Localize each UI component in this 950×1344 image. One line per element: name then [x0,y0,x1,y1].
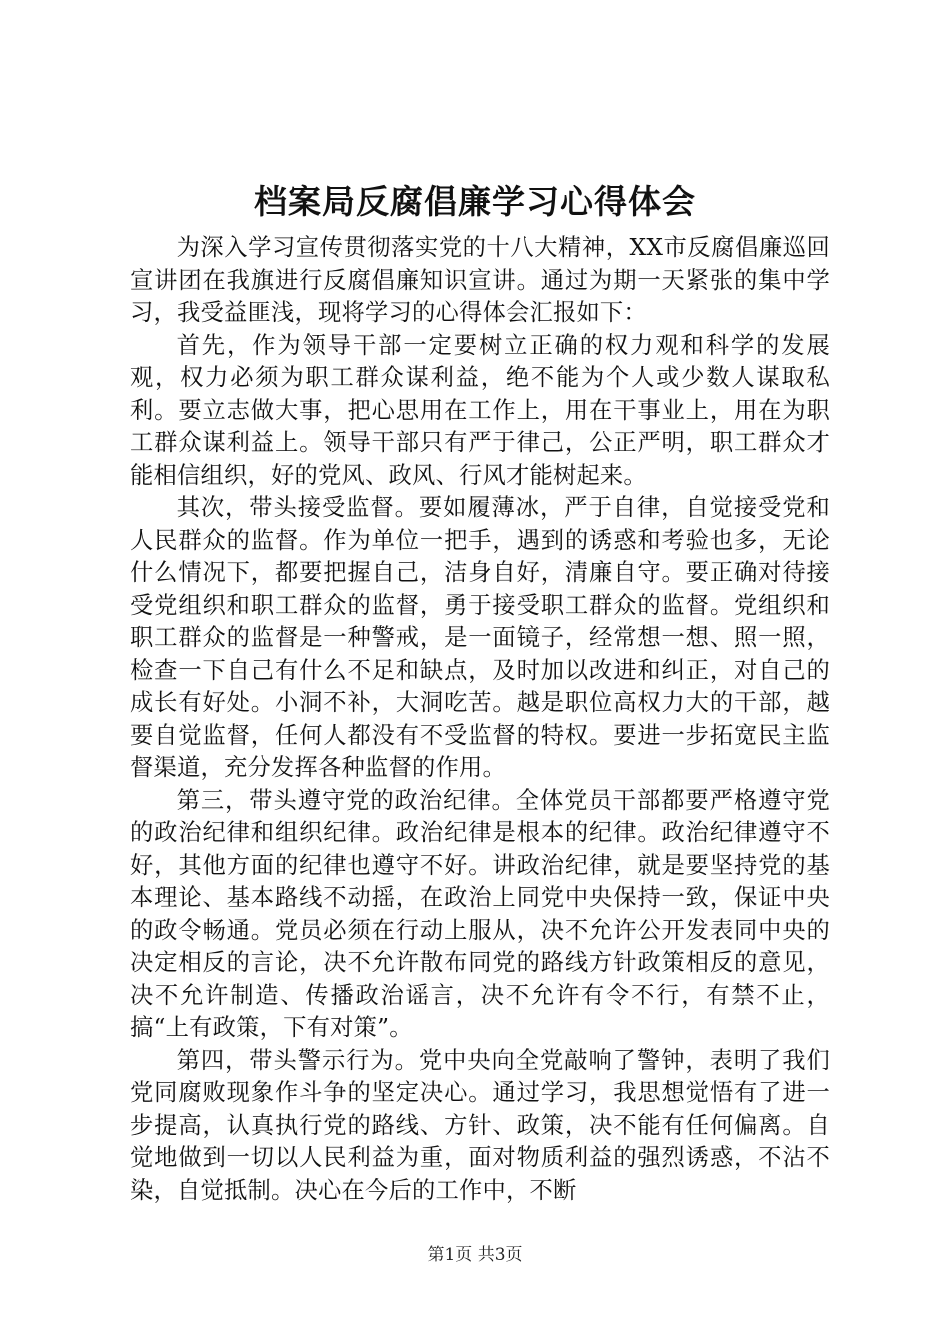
paragraph-third: 第三，带头遵守党的政治纪律。全体党员干部都要严格遵守党的政治纪律和组织纪律。政治纪律是根本的纪律。政治纪律遵守不好，其他方面的纪律也遵守不好。讲政治纪律，就是要坚持党的基本理论、基本路线不动摇，在政治上同党中央保持一致，保证中央的政令畅通。党员必须在行动上服从，决不允许公开发表同中央的决定相反的言论，决不允许散布同党的路线方针政策相反的意见，决不允许制造、传播政治谣言，决不允许有令不行，有禁不止，搞“上有政策，下有对策”。 [130,786,830,1041]
paragraph-fourth: 第四，带头警示行为。党中央向全党敲响了警钟，表明了我们党同腐败现象作斗争的坚定决心。通过学习，我思想觉悟有了进一步提高，认真执行党的路线、方针、政策，决不能有任何偏离。自觉地做到一切以人民利益为重，面对物质利益的强烈诱惑，不沾不染，自觉抵制。决心在今后的工作中，不断 [130,1046,830,1204]
page-number-footer: 第1页 共3页 [427,1245,523,1265]
paragraph-first: 首先，作为领导干部一定要树立正确的权力观和科学的发展观，权力必须为职工群众谋利益，绝不能为个人或少数人谋取私利。要立志做大事，把心思用在工作上，用在干事业上，用在为职工群众谋利益上。领导干部只有严于律己，公正严明，职工群众才能相信组织，好的党风、政风、行风才能树起来。 [130,331,830,489]
document-body [130,232,830,1207]
paragraph-intro: 为深入学习宣传贯彻落实党的十八大精神，XX市反腐倡廉巡回宣讲团在我旗进行反腐倡廉知识宣讲。通过为期一天紧张的集中学习，我受益匪浅，现将学习的心得体会汇报如下： [130,234,830,326]
paragraph-second: 其次，带头接受监督。要如履薄冰，严于自律，自觉接受党和人民群众的监督。作为单位一把手，遇到的诱惑和考验也多，无论什么情况下，都要把握自己，洁身自好，清廉自守。要正确对待接受党组织和职工群众的监督，勇于接受职工群众的监督。党组织和职工群众的监督是一种警戒，是一面镜子，经常想一想、照一照，检查一下自己有什么不足和缺点，及时加以改进和纠正，对自己的成长有好处。小洞不补，大洞吃苦。越是职位高权力大的干部，越要自觉监督，任何人都没有不受监督的特权。要进一步拓宽民主监督渠道，充分发挥各种监督的作用。 [130,494,830,781]
document-title: 档案局反腐倡廉学习心得体会 [254,182,696,221]
